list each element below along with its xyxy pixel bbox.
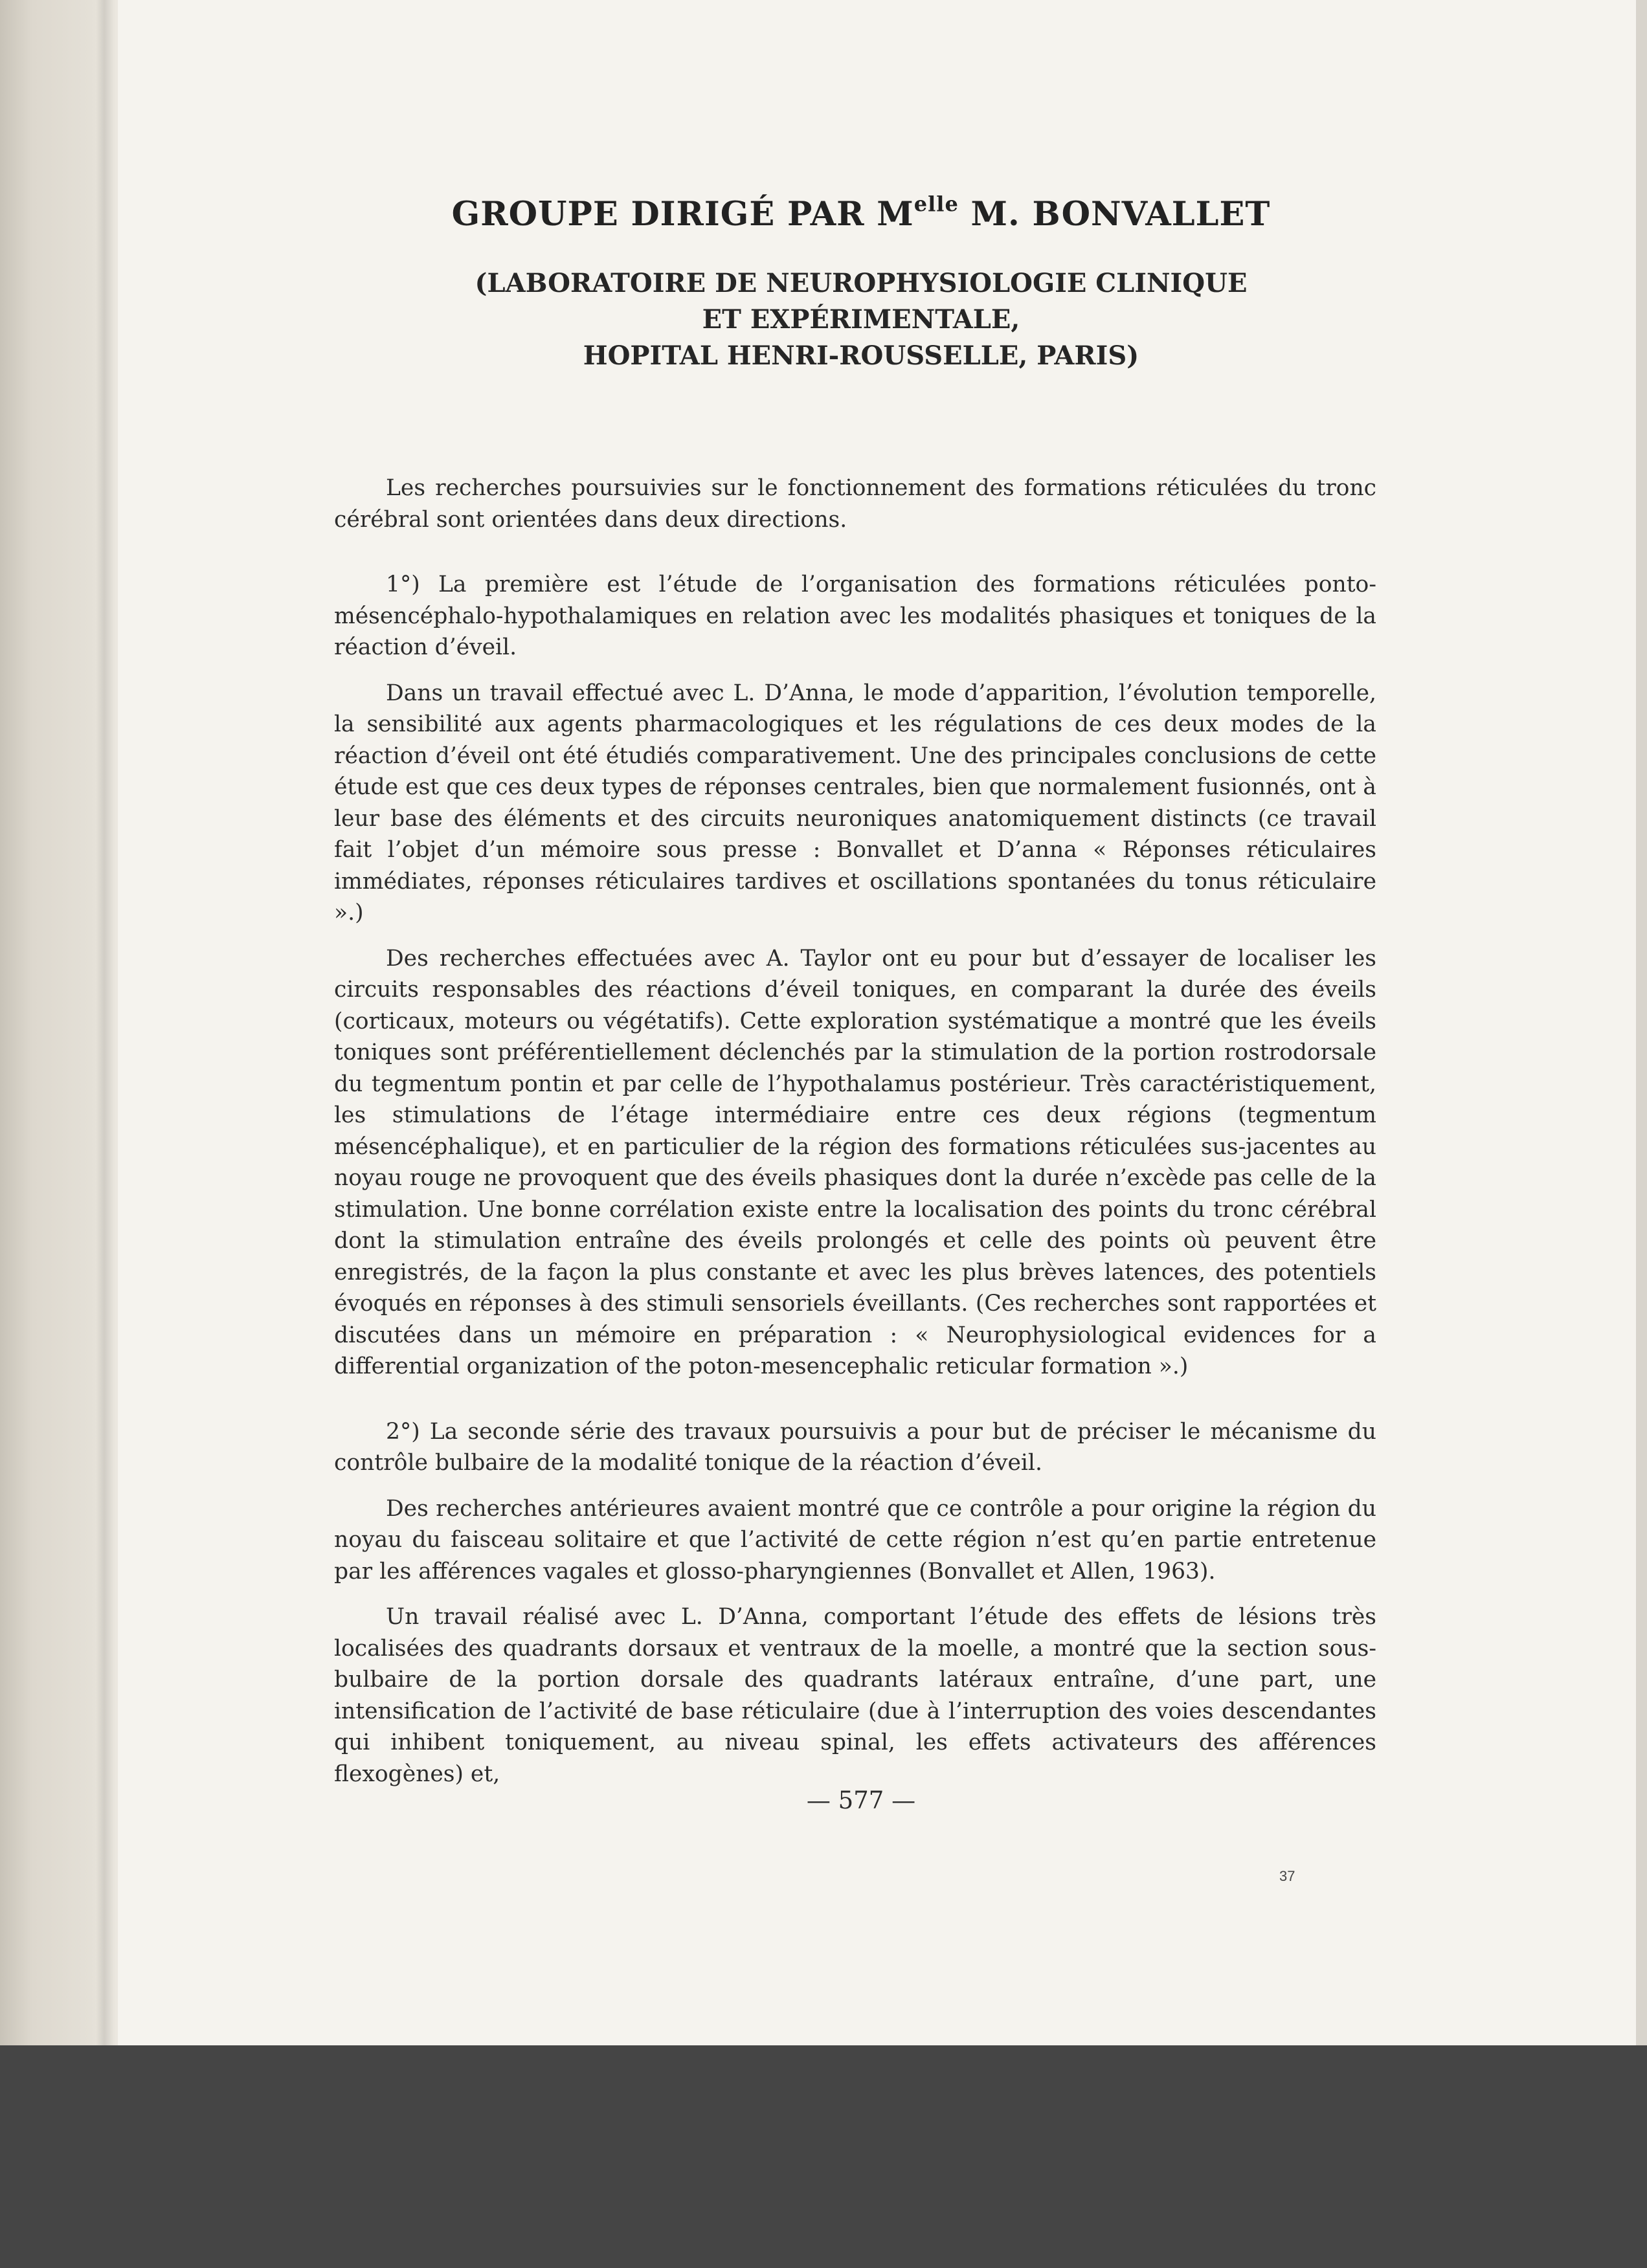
subtitle-line: ET EXPÉRIMENTALE, bbox=[702, 304, 1020, 335]
signature-mark: 37 bbox=[1279, 1868, 1295, 1884]
laboratory-subtitle bbox=[0, 265, 1647, 374]
paragraph: Dans un travail effectué avec L. D’Anna, le mode d’apparition, l’évolution temporelle, la sensibilité aux agents pharmacologiques et les régulations de ces deux modes de la réaction d’éveil ont été étudiés comparativement. Une des principales conclusions de cette étude est que ces deux types de réponses centrales, bien que normalement fusionnés, ont à leur base des éléments et des circuits neuroniques anatomiquement distincts (ce travail fait l’objet d’un mémoire sous presse : Bonvallet et D’anna « Réponses réticulaires immédiates, réponses réticulaires tardives et oscillations spontanées du tonus réticulaire ».) bbox=[334, 680, 1376, 926]
page-title bbox=[0, 192, 1647, 234]
paragraph: Les recherches poursuivies sur le fonctionnement des formations réticulées du tronc cérébral sont orientées dans deux directions. bbox=[334, 475, 1376, 533]
title-prefix: GROUPE DIRIGÉ PAR M bbox=[451, 195, 914, 234]
paragraph: 1°) La première est l’étude de l’organisation des formations réticulées ponto-mésencéphalo-hypothalamiques en relation avec les modalités phasiques et toniques de la réaction d’éveil. bbox=[334, 572, 1376, 660]
paragraph: Un travail réalisé avec L. D’Anna, comportant l’étude des effets de lésions très localisées des quadrants dorsaux et ventraux de la moelle, a montré que la section sous-bulbaire de la portion dorsale des quadrants latéraux entraîne, d’une part, une intensification de l’activité de base réticulaire (due à l’interruption des voies descendantes qui inhibent toniquement, au niveau spinal, les effets activateurs des afférences flexogènes) et, bbox=[334, 1604, 1376, 1787]
page-number: — 577 — bbox=[806, 1786, 916, 1814]
title-suffix: M. BONVALLET bbox=[958, 195, 1271, 234]
paragraph: Des recherches effectuées avec A. Taylor ont eu pour but d’essayer de localiser les circuits responsables des réactions d’éveil toniques, en comparant la durée des éveils (corticaux, moteurs ou végétatifs). Cette exploration systématique a montré que les éveils toniques sont préférentiellement déclenchés par la stimulation de la portion rostrodorsale du tegmentum pontin et par celle de l’hypothalamus postérieur. Très caractéristiquement, les stimulations de l’étage intermédiaire entre ces deux régions (tegmentum mésencéphalique), et en particulier de la région des formations réticulées sus-jacentes au noyau rouge ne provoquent que des éveils phasiques dont la durée n’excède pas celle de la stimulation. Une bonne corrélation existe entre la localisation des points du tronc cérébral dont la stimulation entraîne des éveils prolongés et celle des points où peuvent être enregistrés, de la façon la plus constante et avec les plus brèves latences, des potentiels évoqués en réponses à des stimuli sensoriels éveillants. (Ces recherches sont rapportées et discutées dans un mémoire en préparation : « Neurophysiological evidences for a differential organization of the poton-mesencephalic reticular formation ».) bbox=[334, 945, 1376, 1379]
paragraph: Des recherches antérieures avaient montré que ce contrôle a pour origine la région du noyau du faisceau solitaire et que l’activité de cette région n’est qu’en partie entretenue par les afférences vagales et glosso-pharyngiennes (Bonvallet et Allen, 1963). bbox=[334, 1495, 1376, 1584]
title-superscript: elle bbox=[913, 192, 959, 216]
paragraph: 2°) La seconde série des travaux poursuivis a pour but de préciser le mécanisme du contrôle bulbaire de la modalité tonique de la réaction d’éveil. bbox=[334, 1418, 1376, 1476]
subtitle-line: HOPITAL HENRI-ROUSSELLE, PARIS) bbox=[583, 340, 1139, 371]
body-text bbox=[334, 472, 1376, 1790]
subtitle-line: (LABORATOIRE DE NEUROPHYSIOLOGIE CLINIQUE bbox=[475, 268, 1248, 298]
scanner-background bbox=[0, 2045, 1647, 2268]
